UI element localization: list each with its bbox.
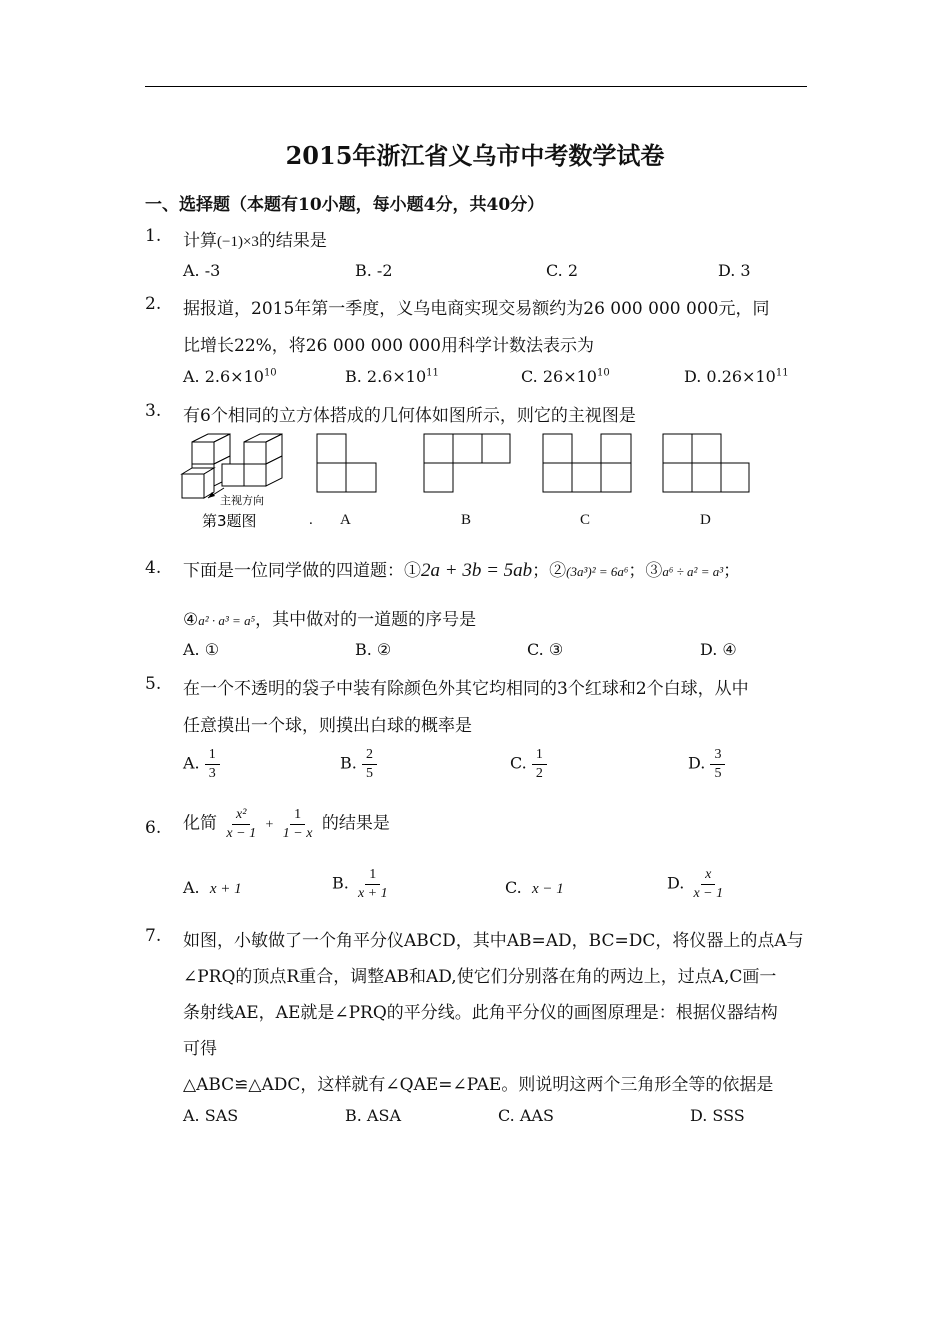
q5-line-2: 任意摸出一个球，则摸出白球的概率是	[183, 716, 472, 736]
q3-caption-c: C	[580, 512, 591, 528]
q3-caption-b: B	[461, 512, 472, 528]
header-rule	[145, 86, 807, 87]
q3-view-direction: 主视方向	[220, 494, 264, 507]
q6-option-d: D. $\frac{x}{x - 1}$	[667, 867, 724, 901]
q7-line-2: ∠PRQ的顶点R重合，调整AB和AD,使它们分别落在角的两边上，过点A,C画一	[183, 967, 777, 987]
q4-option-d: D. ④	[700, 640, 737, 659]
q4-line-1: 下面是一位同学做的四道题：①2a + 3b = 5ab；②(3a³)² = 6a⁶；③a⁶ ÷ a² = a³；	[183, 560, 741, 581]
q5-option-d: D. $\frac{3}{5}$	[688, 746, 725, 782]
q4-option-c: C. ③	[527, 640, 564, 659]
q1-option-c: C. 2	[546, 261, 579, 280]
q3-dot: .	[309, 512, 313, 528]
q5-line-1: 在一个不透明的袋子中装有除颜色外其它均相同的3个红球和2个白球，从中	[183, 679, 749, 699]
q7-option-b: B. ASA	[345, 1106, 401, 1125]
q3-figure-isometric	[178, 430, 288, 530]
q7-number: 7.	[145, 926, 162, 946]
q6-number: 6.	[145, 818, 162, 838]
q3-number: 3.	[145, 401, 162, 421]
q6-option-a: A. x + 1	[183, 878, 242, 897]
q3-figure-label: 第3题图	[202, 512, 257, 530]
q1-option-b: B. -2	[355, 261, 393, 280]
q7-option-a: A. SAS	[183, 1106, 239, 1125]
q2-option-b: B. $2.6\times 10^{11}$	[345, 367, 439, 386]
q5-option-b: B. $\frac{2}{5}$	[340, 746, 377, 782]
q7-option-c: C. AAS	[498, 1106, 554, 1125]
section-heading: 一、选择题（本题有10小题，每小题4分，共40分）	[145, 195, 545, 215]
q6-option-b: B. $\frac{1}{x + 1}$	[332, 867, 388, 901]
q1-option-d: D. 3	[718, 261, 751, 280]
q3-view-c	[542, 433, 632, 493]
q4-option-b: B. ②	[355, 640, 392, 659]
q3-view-b	[423, 433, 511, 493]
q7-line-1: 如图，小敏做了一个角平分仪ABCD，其中AB=AD，BC=DC，将仪器上的点A与	[183, 931, 804, 951]
q2-option-c: C. $26\times 10^{10}$	[521, 367, 610, 386]
q3-caption-d: D	[700, 512, 711, 528]
q7-option-d: D. SSS	[690, 1106, 745, 1125]
q3-caption-a: A	[340, 512, 351, 528]
q3-view-a	[316, 433, 378, 493]
q3-view-d	[662, 433, 750, 493]
q1-number: 1.	[145, 226, 162, 246]
q5-number: 5.	[145, 674, 162, 694]
q2-line-1: 据报道，2015年第一季度，义乌电商实现交易额约为26 000 000 000元，同	[183, 299, 770, 319]
page-title: 2015年浙江省义乌市中考数学试卷	[285, 141, 665, 170]
q2-number: 2.	[145, 294, 162, 314]
q1-option-a: A. -3	[183, 261, 221, 280]
q6-text: 化简 $\frac{\text{x²}}{x - 1}$ + $\frac{1}{1 - x}$ 的结果是	[183, 807, 390, 841]
q4-number: 4.	[145, 558, 162, 578]
q7-line-4: 可得	[183, 1039, 217, 1059]
q4-option-a: A. ①	[183, 640, 220, 659]
q1-text: 计算(−1)×3的结果是	[183, 231, 327, 251]
q5-option-c: C. $\frac{1}{2}$	[510, 746, 547, 782]
q2-line-2: 比增长22%，将26 000 000 000用科学计数法表示为	[183, 336, 594, 356]
q7-line-5: △ABC≌△ADC，这样就有∠QAE=∠PAE。则说明这两个三角形全等的依据是	[183, 1075, 774, 1095]
q7-line-3: 条射线AE，AE就是∠PRQ的平分线。此角平分仪的画图原理是：根据仪器结构	[183, 1003, 778, 1023]
q3-text: 有6个相同的立方体搭成的几何体如图所示，则它的主视图是	[183, 406, 636, 426]
q6-option-c: C. x − 1	[505, 878, 564, 897]
q2-option-d: D. $0.26\times 10^{11}$	[684, 367, 789, 386]
q4-line-2: ④a² · a³ = a⁵，其中做对的一道题的序号是	[183, 610, 477, 630]
q5-option-a: A. $\frac{1}{3}$	[183, 746, 220, 782]
q2-option-a: A. $2.6\times 10^{10}$	[183, 367, 277, 386]
